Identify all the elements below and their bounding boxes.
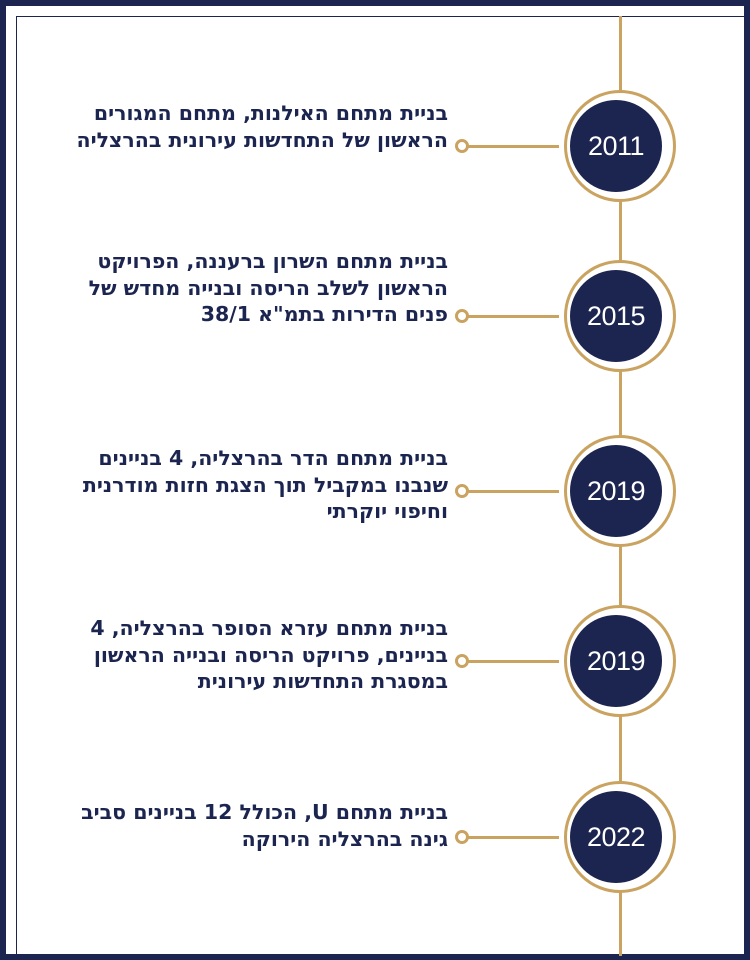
year-badge: 2011	[570, 100, 662, 192]
year-badge: 2019	[570, 615, 662, 707]
entry-description: בניית מתחם עזרא הסופר בהרצליה, 4 בניינים, פרויקט הריסה ובנייה הראשון במסגרת התחדשות עירונית	[90, 616, 448, 693]
timeline-entry-2019-b	[6, 603, 750, 713]
year-badge: 2022	[570, 791, 662, 883]
connector-line	[465, 490, 559, 493]
timeline-entry-2022	[6, 779, 750, 889]
year-badge: 2015	[570, 270, 662, 362]
timeline-entry-2011	[6, 88, 750, 198]
connector-dot	[455, 139, 469, 153]
timeline-entry-2015	[6, 249, 750, 368]
connector-dot	[455, 654, 469, 668]
connector-line	[465, 315, 559, 318]
timeline-entry-2019-a	[6, 433, 750, 543]
connector-dot	[455, 830, 469, 844]
connector-dot	[455, 309, 469, 323]
year-badge: 2019	[570, 445, 662, 537]
connector-line	[465, 660, 559, 663]
connector-line	[465, 836, 559, 839]
entry-description: בניית מתחם הדר בהרצליה, 4 בניינים שנבנו במקביל תוך הצגת חזות מודרנית וחיפוי יוקרתי	[82, 446, 448, 523]
connector-dot	[455, 484, 469, 498]
entry-description: בניית מתחם U, הכולל 12 בניינים סביב גינה בהרצליה הירוקה	[81, 800, 448, 851]
entry-description: בניית מתחם השרון ברעננה, הפרויקט הראשון לשלב הריסה ובנייה מחדש של פנים הדירות בתמ"א 38/1	[88, 249, 448, 326]
entry-description: בניית מתחם האילנות, מתחם המגורים הראשון של התחדשות עירונית בהרצליה	[76, 101, 448, 152]
connector-line	[465, 145, 559, 148]
